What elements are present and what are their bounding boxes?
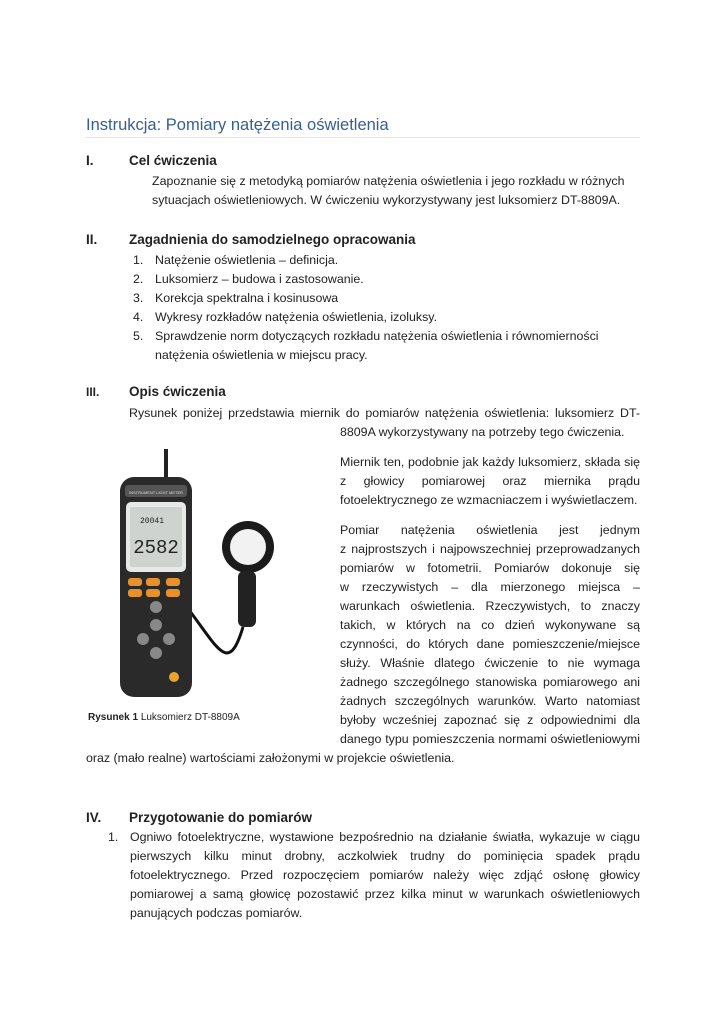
section-4-heading: Przygotowanie do pomiarów bbox=[129, 810, 313, 825]
para-line: danego typu pomieszczenia normami oświetleniowymi bbox=[340, 732, 640, 746]
meter-display-main: 2582 bbox=[133, 537, 179, 559]
section-4-number: IV. bbox=[86, 810, 102, 825]
figure-lux-meter bbox=[108, 447, 318, 702]
para-line: pomiarów w fotometrii. Pomiarów dokonuje się bbox=[340, 561, 640, 575]
sensor-dome bbox=[230, 529, 266, 565]
list-item: 5. Sprawdzenie norm dotyczących rozkładu natężenia oświetlenia i równomierności natężenia oświetlenia w miejscu pracy. bbox=[133, 329, 599, 362]
section-3-heading: Opis ćwiczenia bbox=[129, 384, 226, 399]
section-3-intro-line2: 8809A wykorzystywany na potrzeby tego ćwiczenia. bbox=[340, 425, 625, 439]
figure-caption: Rysunek 1 Luksomierz DT-8809A bbox=[88, 712, 240, 723]
sensor-handle bbox=[238, 571, 256, 627]
para-line: z najprostszych i najpowszechniej przeprowadzanych bbox=[340, 542, 640, 556]
para-line: byłoby wcześniej zapoznać się z odpowiednimi dla bbox=[340, 713, 640, 727]
meter-button bbox=[128, 578, 142, 586]
power-button bbox=[169, 672, 179, 682]
meter-button bbox=[128, 589, 142, 597]
title-underline bbox=[86, 137, 640, 138]
meter-button bbox=[146, 589, 160, 597]
section-2-number: II. bbox=[86, 232, 98, 247]
section-2-heading: Zagadnienia do samodzielnego opracowania bbox=[129, 232, 416, 247]
section-3-para2: Miernik ten, podobnie jak każdy luksomierz, składa się z głowicy pomiarowej oraz miernika prądu fotoelektrycznego ze wzmacniaczem i wyświetlaczem. bbox=[340, 455, 640, 507]
section-3-number: III. bbox=[86, 385, 100, 399]
lux-meter-illustration bbox=[108, 447, 318, 702]
meter-button bbox=[146, 578, 160, 586]
meter-logo-text: INSTRUMENT LIGHT METER bbox=[128, 490, 184, 495]
section-1-number: I. bbox=[86, 153, 94, 168]
para-line: czynności, do których dane pomieszczenie/miejsce bbox=[340, 637, 640, 651]
section-1-heading: Cel ćwiczenia bbox=[129, 153, 217, 168]
para-line: w rzeczywistych – dla mierzonego miejsca – bbox=[340, 580, 640, 594]
list-item: 1. Ogniwo fotoelektryczne, wystawione bezpośrednio na działanie światła, wykazuje w ciągu pierwszych kilku minut drobny, aczkolwiek trudny do pominięcia spadek prądu fotoelektrycznego. Przed rozpoczęciem pomiarów należy więc zdjąć osłonę głowicy pomiarowej a samą głowicę pozostawić przez kilka minut w warunkach oświetleniowych panujących podczas pomiarów. bbox=[108, 830, 640, 920]
para-line: warunkach oświetlenia. Rzeczywistych, to znaczy bbox=[340, 599, 640, 613]
meter-button bbox=[150, 619, 162, 631]
meter-button bbox=[163, 633, 175, 645]
section-4-list bbox=[108, 828, 640, 923]
para-line: żadnego szczególnego stanowiska pomiarowego ani bbox=[340, 675, 640, 689]
meter-button bbox=[150, 647, 162, 659]
meter-button bbox=[166, 578, 180, 586]
meter-display-top: 20041 bbox=[140, 517, 165, 526]
meter-button bbox=[137, 633, 149, 645]
list-item: 4. Wykresy rozkładów natężenia oświetlenia, izoluksy. bbox=[133, 310, 438, 324]
section-2-list bbox=[133, 251, 613, 365]
meter-button bbox=[150, 601, 162, 613]
list-item: 3. Korekcja spektralna i kosinusowa bbox=[133, 291, 339, 305]
para-line: żadnych szczególnych warunków. Warto natomiast bbox=[340, 694, 640, 708]
list-item: 2. Luksomierz – budowa i zastosowanie. bbox=[133, 272, 364, 286]
list-item: 1. Natężenie oświetlenia – definicja. bbox=[133, 253, 339, 267]
page-title: Instrukcja: Pomiary natężenia oświetlenia bbox=[86, 116, 389, 134]
section-3-para3 bbox=[340, 521, 640, 749]
section-3-para3-last: oraz (mało realne) wartościami założonymi w projekcie oświetlenia. bbox=[86, 751, 455, 765]
para-line: takich, w których na co dzień wykonywane są bbox=[340, 618, 640, 632]
section-3-intro-line1: Rysunek poniżej przedstawia miernik do pomiarów natężenia oświetlenia: luksomierz DT- bbox=[129, 406, 640, 420]
meter-button bbox=[166, 589, 180, 597]
para-line: Pomiar natężenia oświetlenia jest jednym bbox=[340, 523, 640, 537]
section-1-text: Zapoznanie się z metodyką pomiarów natężenia oświetlenia i jego rozkładu w różnych sytuacjach oświetleniowych. W ćwiczeniu wykorzystywany jest luksomierz DT-8809A. bbox=[152, 174, 625, 207]
para-line: służy. Właśnie dlatego ćwiczenie to nie wymaga bbox=[340, 656, 640, 670]
